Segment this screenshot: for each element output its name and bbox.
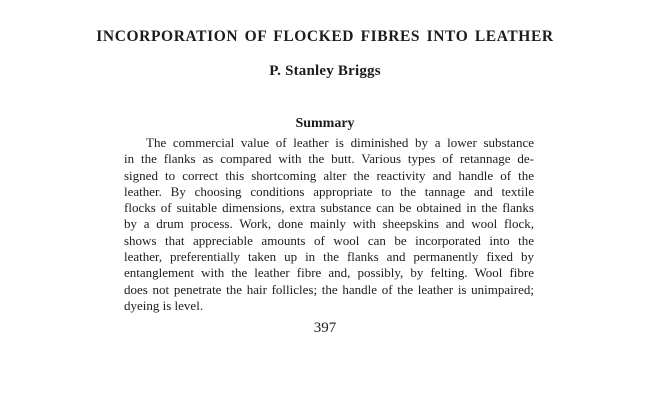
abstract-line: The commercial value of leather is diminished by a lower substance xyxy=(146,135,534,150)
page-number: 397 xyxy=(313,320,337,336)
author-name: P. Stanley Briggs xyxy=(269,63,381,79)
abstract-line: dyeing is level. xyxy=(124,297,204,313)
summary-heading: Summary xyxy=(295,116,355,131)
abstract-line: does not penetrate the hair follicles; the handle of the leather is unimpaired; xyxy=(124,281,534,297)
abstract-line: flocks of suitable dimensions, extra substance can be obtained in the flanks xyxy=(124,200,534,216)
abstract-line: entanglement with the leather fibre and, possibly, by felting. Wool fibre xyxy=(124,265,534,281)
abstract-line: signed to correct this shortcoming alter the reactivity and handle of the xyxy=(124,167,534,183)
summary-abstract xyxy=(124,135,534,314)
abstract-line: leather, preferentially taken up in the flanks and permanently fixed by xyxy=(124,249,534,265)
abstract-line: by a drum process. Work, done mainly with sheepskins and wool flock, xyxy=(124,216,534,232)
paper-title: INCORPORATION OF FLOCKED FIBRES INTO LEATHER xyxy=(96,28,554,45)
abstract-line: in the flanks as compared with the butt. Various types of retannage de- xyxy=(124,151,534,167)
abstract-line: leather. By choosing conditions appropriate to the tannage and textile xyxy=(124,183,534,199)
abstract-line: shows that appreciable amounts of wool can be incorporated into the xyxy=(124,232,534,248)
